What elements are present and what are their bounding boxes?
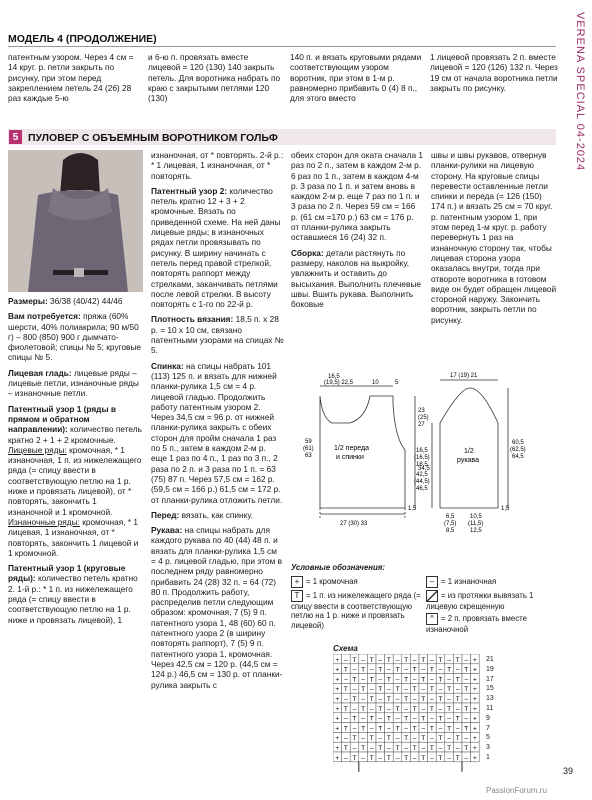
watermark: PassionForum.ru	[486, 786, 547, 795]
chart-cell-symbol: T	[378, 666, 383, 674]
chart-cell-symbol: T	[438, 715, 443, 723]
chart-cell-symbol: –	[430, 715, 434, 723]
chart-cell-symbol: –	[412, 735, 417, 743]
legend-item-edge: + = 1 кромочная	[291, 576, 426, 588]
chart-cell-symbol: –	[378, 735, 383, 743]
chart-cell-symbol: T	[404, 656, 409, 664]
chart-cell-symbol: –	[361, 656, 365, 664]
chart-cell-symbol: T	[352, 754, 357, 762]
col2-intro: изнаночная, от * повторять. 2-й р.: * 1 лицевая, 1 изнаночная, от * повторять.	[151, 150, 284, 181]
chart-cell-symbol: –	[455, 666, 460, 674]
chart-cell-symbol: –	[421, 745, 426, 752]
chart-cell-symbol: –	[421, 705, 426, 713]
chart-cell-symbol: T	[343, 745, 348, 752]
chart-cell-symbol: –	[352, 686, 357, 694]
chart-cell-symbol: +	[335, 656, 340, 664]
chart-cell-symbol: +	[473, 696, 477, 703]
dim-sleeve-a: 16,5	[416, 448, 428, 454]
chart-cell-symbol: T	[343, 686, 348, 694]
chart-cell-symbol: +	[335, 745, 340, 752]
chart-cell-symbol: T	[395, 686, 400, 694]
col3-intro: обеих сторон для оката сначала 1 раз по 2 п., затем в каждом 2-м р. 6 раз по 1 п., затем в каждом 4-м р. 3 раза по 1 п. и затем вновь в каждом 2-м р. еще 7 раз по 1 п. и 3 раза по 2 п. Через 59 см = 166 р. (61 см =170 р.) 63 см = 176 р. от планки-рулика закрыть оставшиеся 16 (24) 32 п.	[291, 150, 424, 243]
chart-cell-symbol: T	[361, 666, 366, 674]
chart-cell-symbol: T	[438, 735, 443, 743]
chart-cell-symbol: –	[464, 754, 469, 762]
chart-cell-symbol: +	[473, 735, 477, 743]
dim-sleeve-b: (16,5)	[414, 455, 430, 461]
dim-sleeve-h: (62,5)	[510, 447, 526, 453]
chart-cell-symbol: –	[464, 696, 469, 703]
chart-cell-symbol: T	[455, 696, 460, 703]
chart-cell-symbol: –	[447, 676, 451, 684]
chart-cell-symbol: –	[387, 666, 391, 674]
chart-cell-symbol: T	[455, 676, 460, 684]
legend-right-column	[426, 576, 557, 635]
chart-cell-symbol: T	[455, 656, 460, 664]
model4-col1: патентным узором. Через 4 см = 14 круг. р. петли закрыть по рисунку, при этом перед закреплением петель 24 (26) 28 раз каждые 5-ю	[8, 52, 134, 104]
chart-cell-symbol: T	[438, 656, 443, 664]
pattern1-face-text: кромочная, * 1 изнаночная, 1 п. из нижележащего ряда (= спицу ввести в соответствующую петлю на 1 р. ниже и провязать лицевой), от * повторять, закончить 1 изнаночной и 1 кромочной.	[8, 444, 142, 517]
chart-cell-symbol: T	[378, 745, 383, 752]
chart-cell-symbol: –	[344, 754, 348, 762]
chart-cell-symbol: T	[395, 725, 400, 733]
sleeves-label: Рукава:	[151, 525, 183, 536]
chart-cell-symbol: T	[412, 686, 417, 694]
chart-cell-symbol: –	[387, 705, 391, 713]
chart-cell-symbol: –	[361, 676, 365, 684]
chart-cell-symbol: T	[369, 696, 374, 703]
legend-left-column	[291, 576, 426, 635]
chart-cell-symbol: –	[361, 754, 365, 762]
dim-sleeve-bot5: (11,5)	[468, 521, 484, 527]
dim-side-23: 23	[418, 408, 425, 414]
chart-cell-symbol: T	[447, 686, 452, 694]
chart-cell-symbol: –	[387, 725, 391, 733]
chart-cell-symbol: T	[369, 735, 374, 743]
back-text: на спицы набрать 101 (113) 125 п. и вязать для нижней планки-рулика 1,5 см = 4 р. лицевой гладью. Продолжить работу патентным узором 2. Через 34,5 см = 96 р. от нижней планки-рулика закрыть с обеих сторон для пройм сначала 1 раз по 5 п., затем в каждом 2-м р. еще 1 раз по 4 п., 1 раз по 3 п., 2 раза по 2 п. и 3 раза по 1 п. = 63 (75) 87 п. Через 57,5 см = 162 р. (59,5 см = 166 р.) 61,5 см = 172 р. от планки-рулика отложить петли.	[151, 360, 283, 505]
chart-cell-symbol: –	[430, 754, 434, 762]
legend-item-dec: ^ = 2 п. провязать вместе изнаночной	[426, 614, 527, 635]
legend-item-twisted: = из протяжки вывязать 1 лицевую скрещенную	[426, 590, 534, 611]
sizes-label: Размеры:	[8, 296, 48, 306]
purl-stitch-icon: –	[426, 576, 438, 588]
pattern1r-label: Патентный узор 1 (круговые ряды):	[8, 563, 126, 584]
chart-cell-symbol: T	[447, 666, 452, 674]
purl-two-together-icon: ^	[426, 613, 438, 625]
chart-cell-symbol: T	[421, 715, 426, 723]
dim-side-59: 59	[305, 439, 312, 445]
chart-cell-symbol: –	[387, 745, 391, 752]
page-number: 39	[563, 766, 574, 776]
scheme-row-numbers	[486, 655, 506, 763]
chart-cell-symbol: –	[369, 686, 374, 694]
chart-cell-symbol: T	[421, 696, 426, 703]
chart-cell-symbol: T	[447, 745, 452, 752]
chart-cell-symbol: +	[473, 705, 477, 713]
chart-cell-symbol: T	[438, 754, 443, 762]
chart-cell-symbol: T	[421, 754, 426, 762]
chart-cell-symbol: T	[361, 686, 366, 694]
front-text: вязать, как спинку.	[181, 509, 253, 520]
knitting-chart	[333, 654, 503, 774]
legend	[291, 563, 557, 635]
chart-cell-symbol: –	[447, 656, 451, 664]
chart-cell-symbol: T	[404, 754, 409, 762]
sizes-value: 36/38 (40/42) 44/46	[50, 296, 123, 306]
chart-cell-symbol: –	[378, 715, 383, 723]
chart-cell-symbol: T	[464, 666, 469, 674]
dim-sleeve-bot6: 12,5	[470, 528, 482, 533]
model-photo	[8, 150, 143, 292]
pattern1-text: количество петель кратно 2 + 1 + 2 кромочные.	[8, 424, 142, 445]
chart-cell-symbol: –	[421, 686, 426, 694]
chart-cell-symbol: –	[430, 656, 434, 664]
model5-number-badge: 5	[9, 130, 22, 144]
chart-cell-symbol: –	[421, 666, 426, 674]
chart-cell-symbol: –	[404, 666, 408, 674]
col4-text: швы и швы рукавов, отвернув планки-рулики на лицевую сторону. На круговые спицы перевести оставленные петли спинки и переда (= 126 (150) 174 п.) и вязать 25 см = 70 круг. р. патентным узором 1, при этом перед 1-м круг. р. работу перевернуть 1 раз на изнаночную сторону так, чтобы лицевая сторона узора оказалась внутри, тогда при отвороте воротника в готовом виде он будет обращен лицевой стороной наружу. Закончить воротник, закрыть петли по рисунку.	[431, 150, 557, 325]
dim-top-width2: (19,5) 22,5	[324, 380, 354, 386]
chart-cell-symbol: +	[335, 754, 340, 762]
chart-cell-symbol: T	[464, 725, 469, 733]
chart-cell-symbol: T	[464, 745, 469, 752]
scheme-row-number: 17	[486, 675, 494, 683]
chart-cell-symbol: T	[464, 705, 469, 713]
tuck-stitch-icon: T	[291, 590, 303, 602]
chart-cell-symbol: –	[378, 754, 383, 762]
chart-cell-symbol: +	[473, 715, 477, 723]
chart-cell-symbol: T	[464, 686, 469, 694]
chart-cell-symbol: –	[395, 754, 400, 762]
chart-cell-symbol: T	[361, 725, 366, 733]
scheme-row-number: 15	[486, 685, 494, 693]
chart-cell-symbol: +	[473, 676, 477, 684]
materials-label: Вам потребуется:	[8, 311, 81, 322]
chart-cell-symbol: –	[404, 705, 408, 713]
schematic-front-label1: 1/2 переда	[334, 445, 369, 452]
schematic-sleeve-label2: рукава	[457, 457, 479, 464]
chart-cell-symbol: T	[429, 686, 434, 694]
dim-sleeve-bot2: (7,5)	[444, 521, 457, 527]
chart-cell-symbol: T	[429, 745, 434, 752]
chart-cell-symbol: +	[473, 666, 477, 674]
chart-cell-symbol: –	[344, 735, 348, 743]
face-text: лицевые ряды – лицевые петли, изнаночные ряды – изнаночные петли.	[8, 367, 139, 399]
chart-cell-symbol: –	[378, 696, 383, 703]
chart-cell-symbol: –	[438, 666, 443, 674]
chart-cell-symbol: T	[404, 696, 409, 703]
chart-cell-symbol: –	[430, 735, 434, 743]
dim-top-10: 10	[372, 380, 379, 386]
chart-cell-symbol: –	[464, 656, 469, 664]
pattern1-face-label: Лицевые ряды:	[8, 444, 67, 455]
heading-rule	[8, 46, 556, 47]
chart-cell-symbol: –	[404, 686, 408, 694]
chart-cell-symbol: T	[343, 666, 348, 674]
chart-cell-symbol: T	[421, 676, 426, 684]
model5-heading: ПУЛОВЕР С ОБЪЕМНЫМ ВОРОТНИКОМ ГОЛЬФ	[28, 132, 278, 144]
chart-cell-symbol: T	[386, 735, 391, 743]
chart-cell-symbol: –	[361, 696, 365, 703]
chart-cell-symbol: –	[455, 725, 460, 733]
scheme-row-number: 7	[486, 724, 490, 732]
chart-cell-symbol: –	[395, 696, 400, 703]
dim-top-5: 5	[395, 380, 399, 386]
chart-cell-symbol: T	[386, 656, 391, 664]
model5-col2	[151, 150, 284, 695]
chart-cell-symbol: T	[352, 676, 357, 684]
chart-cell-symbol: –	[438, 705, 443, 713]
chart-cell-symbol: T	[369, 715, 374, 723]
chart-cell-symbol: T	[447, 725, 452, 733]
side-brand-text: VERENA SPECIAL 04-2024	[574, 12, 586, 172]
chart-cell-symbol: –	[412, 696, 417, 703]
chart-cell-symbol: T	[455, 735, 460, 743]
model4-col4: 1 лицевой провязать 2 п. вместе лицевой = 120 (126) 132 п. Через 19 см от начала воротника петли закрыть по рисунку.	[430, 52, 558, 93]
scheme-row-number: 5	[486, 734, 490, 742]
chart-cell-symbol: T	[429, 725, 434, 733]
legend-item-purl: – = 1 изнаночная	[426, 576, 557, 588]
dim-bottom-width: 27 (30) 33	[340, 521, 368, 527]
chart-cell-symbol: –	[378, 656, 383, 664]
chart-cell-symbol: +	[335, 715, 340, 723]
dim-sleeve-bot3: 8,5	[446, 528, 455, 533]
chart-cell-symbol: +	[473, 686, 477, 694]
side-brand-bar	[564, 0, 592, 800]
dim-sleeve-e: (44,5)	[414, 479, 430, 485]
pattern2-label: Патентный узор 2:	[151, 185, 228, 196]
chart-cell-symbol: –	[344, 715, 348, 723]
chart-cell-symbol: –	[344, 696, 348, 703]
model5-col4	[431, 150, 557, 330]
chart-cell-symbol: –	[438, 686, 443, 694]
chart-cell-symbol: –	[412, 676, 417, 684]
chart-cell-symbol: –	[438, 745, 443, 752]
scheme-row-number: 21	[486, 656, 494, 663]
model5-col1	[8, 296, 143, 630]
model-photo-illustration	[8, 150, 143, 292]
dim-side-63: 63	[305, 453, 312, 459]
chart-cell-symbol: +	[473, 745, 477, 752]
chart-cell-symbol: –	[455, 686, 460, 694]
materials-text: пряжа (60% шерсти, 40% полиакрила; 90 м/50 г) – 800 (850) 900 г дымчато-фиолетовой; спицы № 5; круговые спицы № 5.	[8, 311, 142, 363]
chart-cell-symbol: –	[430, 676, 434, 684]
pattern1r-text: количество петель кратно 2. 1-й р.: * 1 п. из нижележащего ряда (= спицу ввести в соответствующую петлю на 1 р. ниже и провязать лицевой), 1	[8, 573, 138, 625]
chart-cell-symbol: T	[369, 656, 374, 664]
chart-cell-symbol: T	[395, 705, 400, 713]
chart-cell-symbol: T	[352, 735, 357, 743]
scheme-row-number: 3	[486, 744, 490, 752]
legend-title: Условные обозначения:	[291, 563, 385, 572]
dim-side-15: 1,5	[408, 506, 417, 512]
chart-cell-symbol: +	[473, 656, 477, 664]
edge-stitch-icon: +	[291, 576, 303, 588]
garment-schematic	[300, 368, 558, 533]
assembly-label: Сборка:	[291, 247, 324, 258]
chart-cell-symbol: –	[352, 705, 357, 713]
assembly-text: детали растянуть по размеру, наколов на выкройку, увлажнить и оставить до высыхания. Выполнить плечевые швы. Вшить рукава. Выполнить боковые	[291, 247, 421, 310]
chart-cell-symbol: +	[335, 735, 340, 743]
dim-side-25: (25)	[418, 415, 429, 421]
dim-sleeve-c: 16,5	[416, 462, 428, 468]
dim-side-61: (61)	[303, 446, 314, 452]
chart-cell-symbol: T	[412, 666, 417, 674]
chart-cell-symbol: T	[395, 745, 400, 752]
dim-sleeve-i: 64,5	[512, 454, 524, 460]
chart-cell-symbol: –	[404, 745, 408, 752]
chart-cell-symbol: –	[412, 715, 417, 723]
chart-cell-symbol: +	[335, 666, 340, 674]
chart-cell-symbol: +	[335, 676, 340, 684]
chart-cell-symbol: –	[447, 754, 451, 762]
chart-cell-symbol: T	[421, 735, 426, 743]
chart-cell-symbol: –	[455, 745, 460, 752]
chart-cell-symbol: T	[412, 745, 417, 752]
chart-cell-symbol: T	[361, 705, 366, 713]
chart-cell-symbol: T	[369, 676, 374, 684]
dim-side-345: 34,5	[418, 466, 430, 472]
chart-cell-symbol: –	[412, 656, 417, 664]
dim-sleeve-f: 46,5	[416, 486, 428, 492]
chart-cell-symbol: T	[447, 705, 452, 713]
chart-cell-symbol: +	[473, 754, 477, 762]
legend-item-slip: T = 1 п. из нижележащего ряда (= спицу ввести в соответствующую петлю на 1 р. ниже и провязать лицевой)	[291, 590, 421, 630]
pattern2-text: количество петель кратно 12 + 3 + 2 кромочные. Вязать по приведенной схеме. На ней даны лицевые ряды; в изнаночных рядах петли провязывать по рисунку. В ширину начинать с петель перед правой стрелкой, повторять раппорт между стрелками, заканчивать петлями после левой стрелки. В высоту повторять с 1-го по 22-й р.	[151, 185, 281, 310]
chart-cell-symbol: –	[369, 725, 374, 733]
chart-cell-symbol: –	[421, 725, 426, 733]
chart-cell-symbol: T	[412, 705, 417, 713]
twisted-knit-icon	[426, 590, 438, 602]
chart-cell-symbol: T	[386, 676, 391, 684]
model4-col3: 140 п. и вязать круговыми рядами соответствующим узором воротник, при этом в 1-м р. равномерно прибавить 0 (4) 8 п., для этого вместо	[290, 52, 422, 104]
chart-cell-symbol: T	[378, 725, 383, 733]
chart-cell-symbol: –	[464, 735, 469, 743]
chart-cell-symbol: T	[429, 666, 434, 674]
density-label: Плотность вязания:	[151, 314, 234, 325]
chart-cell-symbol: T	[421, 656, 426, 664]
front-label: Перед:	[151, 509, 180, 520]
chart-cell-symbol: –	[352, 725, 357, 733]
chart-cell-symbol: –	[438, 725, 443, 733]
chart-cell-symbol: –	[352, 666, 357, 674]
chart-cell-symbol: T	[412, 725, 417, 733]
chart-cell-symbol: –	[361, 715, 365, 723]
chart-cell-symbol: +	[335, 686, 340, 694]
chart-cell-symbol: T	[429, 705, 434, 713]
scheme-title: Схема	[333, 644, 358, 653]
chart-cell-symbol: +	[335, 705, 340, 713]
chart-cell-symbol: T	[438, 676, 443, 684]
chart-cell-symbol: T	[395, 666, 400, 674]
chart-cell-symbol: –	[404, 725, 408, 733]
density-text: 18,5 п. х 28 р. = 10 х 10 см, связано патентными узорами на спицах № 5.	[151, 314, 284, 356]
pattern1-purl-text: кромочная, * 1 лицевая, 1 изнаночная, от * повторять, закончить 1 лицевой и 1 кромочной.	[8, 516, 139, 558]
chart-cell-symbol: –	[395, 735, 400, 743]
chart-cell-symbol: –	[352, 745, 357, 752]
chart-cell-symbol: –	[361, 735, 365, 743]
model4-col2: и 6-ю п. провязать вместе лицевой = 120 (130) 140 закрыть петель. Для воротника набрать по краю с закрытыми петлями 120 (130)	[148, 52, 281, 104]
chart-cell-symbol: T	[455, 754, 460, 762]
chart-cell-symbol: T	[386, 754, 391, 762]
chart-cell-symbol: –	[369, 705, 374, 713]
dim-sleeve-bot4: 10,5	[470, 514, 482, 520]
face-label: Лицевая гладь:	[8, 367, 72, 378]
chart-cell-symbol: –	[344, 676, 348, 684]
chart-cell-symbol: –	[395, 676, 400, 684]
pattern1-label: Патентный узор 1 (ряды в прямом и обратном направлении):	[8, 403, 116, 435]
chart-cell-symbol: T	[369, 754, 374, 762]
dim-top-width: 16,5	[328, 374, 340, 380]
model4-heading: МОДЕЛЬ 4 (ПРОДОЛЖЕНИЕ)	[8, 33, 157, 45]
chart-cell-symbol: T	[404, 676, 409, 684]
chart-cell-symbol: T	[352, 696, 357, 703]
chart-cell-symbol: +	[335, 725, 340, 733]
dim-sleeve-g: 60,5	[512, 440, 524, 446]
chart-cell-symbol: T	[378, 686, 383, 694]
scheme-row-number: 11	[486, 704, 494, 712]
chart-cell-symbol: –	[387, 686, 391, 694]
pattern1-purl-label: Изнаночные ряды:	[8, 516, 80, 527]
dim-sleeve-top: 17 (19) 21	[450, 373, 478, 379]
chart-cell-symbol: –	[395, 656, 400, 664]
chart-cell-symbol: T	[438, 696, 443, 703]
scheme-row-number: 9	[486, 714, 490, 722]
chart-cell-symbol: –	[447, 735, 451, 743]
chart-cell-symbol: T	[386, 715, 391, 723]
chart-cell-symbol: –	[464, 676, 469, 684]
schematic-front-label2: и спинки	[336, 454, 364, 461]
chart-cell-symbol: T	[386, 696, 391, 703]
scheme-row-number: 19	[486, 665, 494, 673]
dim-side-27: 27	[418, 422, 425, 428]
scheme-row-number: 13	[486, 695, 494, 703]
chart-cell-symbol: T	[352, 715, 357, 723]
model5-col3	[291, 150, 424, 314]
chart-cell-symbol: –	[464, 715, 469, 723]
chart-cell-symbol: T	[352, 656, 357, 664]
chart-cell-symbol: –	[412, 754, 417, 762]
dim-sleeve-15: 1,5	[501, 506, 510, 512]
chart-cell-symbol: –	[447, 715, 451, 723]
chart-cell-symbol: –	[378, 676, 383, 684]
chart-cell-symbol: T	[404, 735, 409, 743]
dim-sleeve-d: 42,5	[416, 472, 428, 478]
sleeves-text: на спицы набрать для каждого рукава по 40 (44) 48 п. и вязать для планки-рулика 1,5 см = 4 р. лицевой гладью, при этом в последнем ряду равномерно прибавить 24 (28) 32 п. = 64 (72) 80 п. Продолжить работу, распределив петли следующим образом: кромочная, 7 (5) 9 п. патентного узора 1, 48 (60) 60 п. патентного узора 2 (в ширину повторять раппорт), 7 (5) 9 п. патентного узора 1, кромочная. Через 42,5 см = 120 р. (44,5 см = 124 р.) 46,5 см = 130 р. от планки-рулика закрыть с	[151, 525, 283, 690]
chart-cell-symbol: –	[430, 696, 434, 703]
chart-cell-symbol: T	[361, 745, 366, 752]
back-label: Спинка:	[151, 360, 184, 371]
chart-cell-symbol: –	[395, 715, 400, 723]
chart-cell-symbol: T	[343, 705, 348, 713]
schematic-sleeve-label1: 1/2	[464, 448, 474, 455]
chart-cell-symbol: T	[378, 705, 383, 713]
chart-cell-symbol: –	[369, 745, 374, 752]
chart-cell-symbol: +	[473, 725, 477, 733]
chart-cell-symbol: –	[455, 705, 460, 713]
chart-cell-symbol: –	[344, 656, 348, 664]
chart-cell-symbol: T	[343, 725, 348, 733]
chart-cell-symbol: T	[404, 715, 409, 723]
dim-sleeve-bot1: 6,5	[446, 514, 455, 520]
chart-cell-symbol: –	[369, 666, 374, 674]
chart-cell-symbol: –	[447, 696, 451, 703]
scheme-row-number: 1	[486, 753, 490, 761]
chart-cell-symbol: T	[455, 715, 460, 723]
chart-cell-symbol: +	[335, 696, 340, 703]
